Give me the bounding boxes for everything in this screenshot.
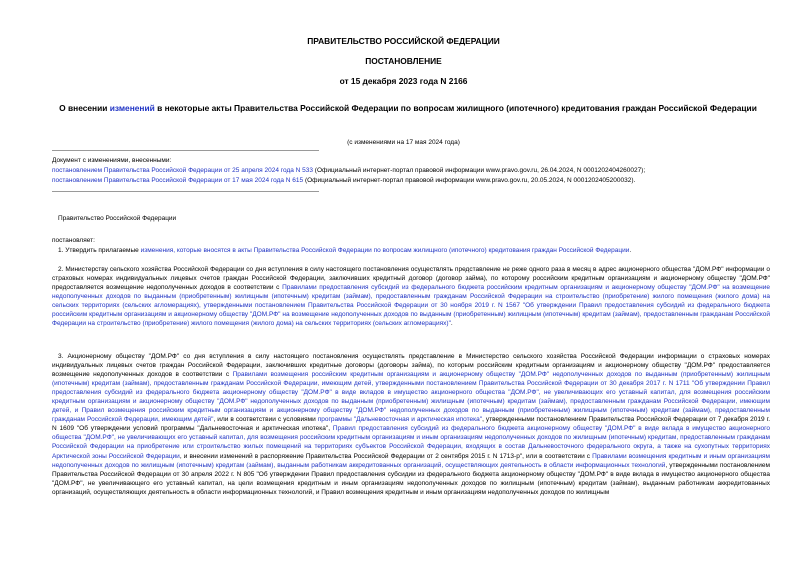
change-link-1[interactable]: постановлением Правительства Российской Федерации от 25 апреля 2024 года N 533 bbox=[52, 167, 313, 174]
p3-text-4: , и внесении изменений в распоряжение Правительства Российской Федерации от 2 сентября 2015 г. N 1713-р", или в соответствии с bbox=[179, 452, 593, 460]
title-text-pre: О внесении bbox=[59, 103, 110, 113]
divider-bottom bbox=[52, 191, 319, 192]
document-date-number: от 15 декабря 2023 года N 2166 bbox=[339, 76, 468, 86]
change-source-2: (Официальный интернет-портал правовой информации www.pravo.gov.ru, 20.05.2024, N 0001202405200032). bbox=[303, 177, 636, 184]
p3-text-5: , утвержденными постановлением Правительства Российской Федерации от 30 апреля 2022 г. N 805 "Об утверждении Правил предоставления субсидии из федерального бюджета акционерному обществу "ДОМ.РФ" в виде вклада в имущество акционерного общества "ДОМ.РФ", не увеличивающего его уставный капитал, на цели возмещения кредитным и иным организациям недополученных доходов по жилищным (ипотечным) кредитам (займам), выданным работникам аккредитованных организаций, осуществляющих деятельность в области информационных технологий, и Правил возмещения кредитным и иным организациям недополученных доходов по жилищным bbox=[52, 461, 770, 496]
decrees-line: постановляет: bbox=[52, 237, 95, 244]
p1-text-pre: 1. Утвердить прилагаемые bbox=[58, 247, 141, 254]
p3-text-3: , утвержденными постановлением Правительства Российской Федерации от 7 декабря 2019 г. N 1609 "Об утверждении условий программы "Дальневосточная и арктическая ипотека", bbox=[52, 416, 771, 433]
p1-changes-link[interactable]: изменения, которые вносятся в акты Правительства Российской Федерации по вопросам жилищного (ипотечного) кредитования граждан Российской Федерации bbox=[140, 247, 630, 254]
p3-text-2: , или в соответствии с условиями bbox=[213, 416, 318, 424]
document-type: ПОСТАНОВЛЕНИЕ bbox=[365, 56, 442, 66]
changes-label: Документ с изменениями, внесенными: bbox=[52, 157, 172, 164]
p2-rules-link[interactable]: Правилами предоставления субсидий из федерального бюджета российским кредитным организациям и акционерному обществу "ДОМ.РФ" на возмещение недополученных доходов по выданным (приобретенным) жилищным (ипотечным) кредитам (займам), предоставленным гражданам Российской Федерации на строительство (приобретение) жилого помещения (жилого дома) на сельских территориях (сельских агломерациях), утвержденными постановлением Правительства Российской Федерации от 30 ноября 2019 г. N 1567 "Об утверждении Правил предоставления субсидий из федерального бюджета российским кредитным организациям и акционерному обществу "ДОМ.РФ" на возмещение недополученных доходов по выданным (приобретенным) жилищным (ипотечным) кредитам (займам), предоставленным гражданам Российской Федерации на строительство (приобретение) жилого помещения (жилого дома) на сельских территориях (сельских агломерациях)" bbox=[52, 284, 770, 328]
issuer-line: Правительство Российской Федерации bbox=[58, 215, 177, 222]
paragraph-3 bbox=[52, 352, 770, 497]
p2-text-pre: 2. Министерству сельского хозяйства Российской Федерации со дня вступления в силу настоящего постановления осуществлять представление не реже одного раза в месяц в адрес акционерного общества "ДОМ.РФ" информации о страховых номерах индивидуальных лицевых счетов граждан Российской Федерации, заключивших кредитный договор (договор займа), по которому российским кредитным организациям и акционерному обществу "ДОМ.РФ" предоставляется возмещение недополученных доходов в соответствии с bbox=[52, 266, 770, 292]
issuing-authority: ПРАВИТЕЛЬСТВО РОССИЙСКОЙ ФЕДЕРАЦИИ bbox=[307, 36, 500, 46]
p3-it-rules-link[interactable]: Правилами возмещения кредитным и иным организациям недополученных доходов по жилищным (ипотечным) кредитам (займам), выданным работникам аккредитованных организаций, осуществляющих деятельность в области информационных технологий bbox=[52, 452, 771, 469]
p3-text-1: 3. Акционерному обществу "ДОМ.РФ" со дня вступления в силу настоящего постановления осуществлять представление в Министерство сельского хозяйства Российской Федерации информации о страховых номерах индивидуальных лицевых счетов граждан Российской Федерации, заключивших кредитные договоры (договоры займа), по которым российским кредитным организациям и акционерному обществу "ДОМ.РФ" предоставляется возмещение недополученных доходов в соответствии с bbox=[52, 353, 770, 379]
p3-far-east-rules-link[interactable]: Правил предоставления субсидий из федерального бюджета акционерному обществу "ДОМ.РФ" в виде вклада в имущество акционерного общества "ДОМ.РФ", не увеличивающих его уставный капитал, для возмещения российским кредитным организациям и иным организациям недополученных доходов по жилищным (ипотечным) кредитам, предоставленным гражданам Российской Федерации на приобретение или строительство жилых помещений на территориях субъектов Российской Федерации, входящих в состав Дальневосточного федерального округа, а также на сухопутных территориях Арктической зоны Российской Федерации bbox=[52, 425, 770, 460]
paragraph-2 bbox=[52, 265, 770, 328]
change-source-1: (Официальный интернет-портал правовой информации www.pravo.gov.ru, 26.04.2024, N 0001202404260027); bbox=[313, 167, 646, 174]
title-text-post: в некоторые акты Правительства Российской Федерации по вопросам жилищного (ипотечного) кредитования граждан Российской Федерации bbox=[154, 103, 757, 113]
revision-note: (с изменениями на 17 мая 2024 года) bbox=[347, 139, 460, 146]
title-changes-link[interactable]: изменений bbox=[109, 103, 155, 113]
p3-far-east-program-link[interactable]: программы "Дальневосточная и арктическая ипотека" bbox=[317, 416, 483, 424]
p1-text-post: . bbox=[629, 247, 632, 254]
divider-top bbox=[52, 150, 319, 151]
change-item-1 bbox=[52, 166, 645, 175]
p2-text-post: . bbox=[450, 320, 453, 328]
change-link-2[interactable]: постановлением Правительства Российской Федерации от 17 мая 2024 года N 615 bbox=[52, 177, 304, 184]
p3-rules-children-link[interactable]: Правилами возмещения российским кредитным организациям и акционерному обществу "ДОМ.РФ" недополученных доходов по выданным (приобретенным) жилищным (ипотечным) кредитам (займам), предоставленным гражданам Российской Федерации, имеющим детей, утвержденными постановлением Правительства Российской Федерации от 30 декабря 2017 г. N 1711 "Об утверждении Правил предоставления субсидий из федерального бюджета акционерному обществу "ДОМ.РФ" в виде вкладов в имущество акционерного общества "ДОМ.РФ", не увеличивающих его уставный капитал, для возмещения российским кредитным организациям и акционерному обществу "ДОМ.РФ" недополученных доходов по выданным (приобретенным) жилищным (ипотечным) кредитам (займам), предоставленным гражданам Российской Федерации, имеющим детей, и Правил возмещения российским кредитным организациям и акционерному обществу "ДОМ.РФ" недополученных доходов по выданным (приобретенным) жилищным (ипотечным) кредитам (займам), предоставленным гражданам Российской Федерации, имеющим детей" bbox=[52, 371, 770, 424]
paragraph-1 bbox=[52, 246, 770, 255]
document-title bbox=[52, 103, 764, 114]
change-item-2 bbox=[52, 176, 635, 185]
